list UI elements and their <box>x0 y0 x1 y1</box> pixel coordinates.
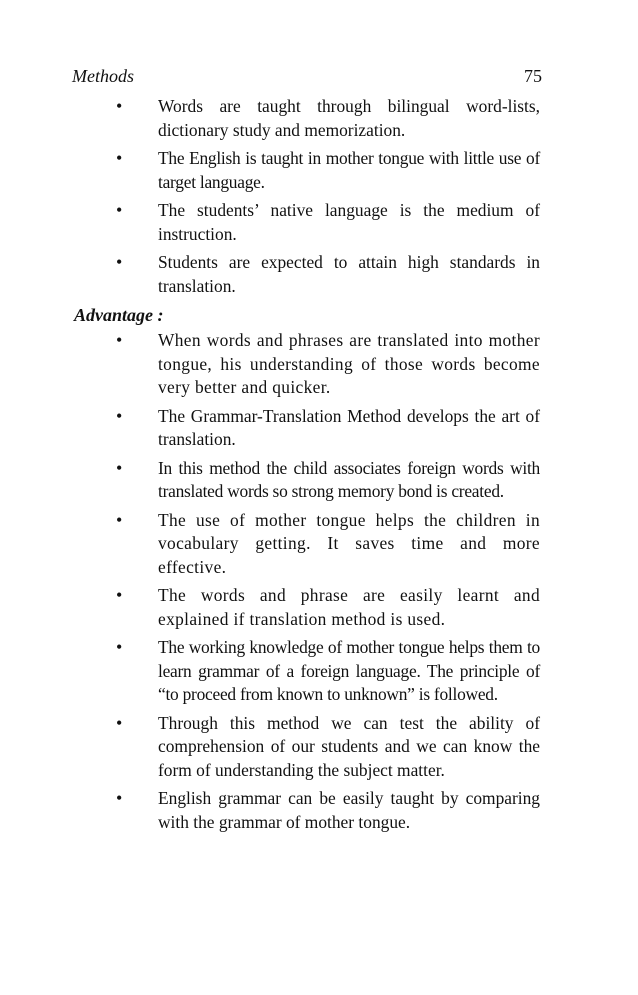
bullet: • <box>116 148 123 168</box>
list-item-text: The working knowledge of mother tongue helps them to learn grammar of a foreign language. The principle of “to proceed from known to unknown” is followed. <box>158 637 540 704</box>
list-item-text: The students’ native language is the medium of instruction. <box>158 200 540 244</box>
list-item-text: Through this method we can test the ability of comprehension of our students and we can know the form of understanding the subject matter. <box>158 712 540 780</box>
list-item-text: The Grammar-Translation Method develops the art of translation. <box>158 405 540 449</box>
list-item <box>0 199 638 246</box>
list-item-text: The use of mother tongue helps the children in vocabulary getting. It saves time and more effective. <box>158 509 540 577</box>
list-item-text: Students are expected to attain high standards in translation. <box>158 252 540 296</box>
list-item-text: In this method the child associates foreign words with translated words so strong memory bond is created. <box>158 457 540 501</box>
advantage-heading: Advantage : <box>74 305 164 325</box>
list-item-text: The words and phrase are easily learnt and explained if translation method is used. <box>158 585 540 629</box>
bullet: • <box>116 788 123 808</box>
bullet: • <box>116 330 123 350</box>
list-item-text: Words are taught through bilingual word-lists, dictionary study and memorization. <box>158 96 540 140</box>
methods-list <box>0 95 638 303</box>
list-item <box>0 329 638 400</box>
page-number: 75 <box>524 66 542 86</box>
list-item <box>0 457 638 504</box>
bullet: • <box>116 252 123 272</box>
bullet: • <box>116 200 123 220</box>
list-item <box>0 636 638 707</box>
list-item <box>0 509 638 580</box>
section-name: Methods <box>72 66 134 86</box>
bullet: • <box>116 405 123 426</box>
list-item <box>0 251 638 298</box>
bullet: • <box>116 457 123 478</box>
bullet: • <box>116 509 123 530</box>
bullet: • <box>116 712 123 733</box>
bullet: • <box>116 96 123 116</box>
list-item <box>0 584 638 631</box>
list-item-text: When words and phrases are translated into mother tongue, his understanding of those words become very better and quicker. <box>158 330 540 397</box>
advantage-list <box>0 329 638 839</box>
bullet: • <box>116 585 123 605</box>
list-item-text: The English is taught in mother tongue with little use of target language. <box>158 148 540 192</box>
list-item <box>0 147 638 194</box>
running-head <box>72 63 542 89</box>
bullet: • <box>116 637 123 657</box>
list-item <box>0 787 638 834</box>
list-item <box>0 712 638 783</box>
list-item <box>0 95 638 142</box>
list-item-text: English grammar can be easily taught by comparing with the grammar of mother tongue. <box>158 788 540 832</box>
list-item <box>0 405 638 452</box>
